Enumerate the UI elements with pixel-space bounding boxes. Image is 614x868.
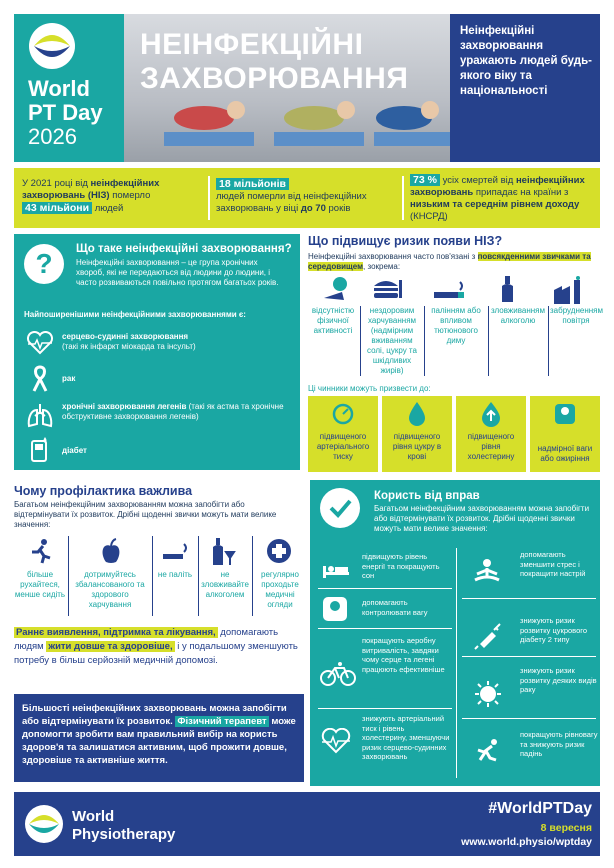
sleep-icon <box>322 560 350 585</box>
glucometer-icon <box>24 434 56 464</box>
page-title-line1: НЕІНФЕКЦІЙНІ <box>140 28 364 61</box>
early-a: Раннє виявлення, підтримка та лікування, <box>16 627 216 638</box>
risk-intro <box>308 252 602 272</box>
risk-item-2: нездоровим харчуванням (надмірним вживанням солі, цукру та шкідливих жирів) <box>367 306 417 375</box>
cholesterol-icon <box>479 402 503 426</box>
no-smoking-icon <box>162 542 188 565</box>
pt-callout-highlight: Фізичний терапевт <box>177 716 267 727</box>
risk-title: Що підвищує ризик появи НІЗ? <box>308 234 503 248</box>
risk-lead: Ці чинники можуть призвести до: <box>308 384 431 393</box>
benefits-title: Користь від вправ <box>374 490 480 502</box>
risk-intro-c: , зокрема: <box>363 262 401 271</box>
disease-4-name: діабет <box>62 446 87 455</box>
risk-divider-2 <box>424 306 425 376</box>
risk-item-5: забрудненням повітря <box>550 306 603 325</box>
result-3: підвищеного рівня холестерину <box>467 432 515 461</box>
result-1: підвищеного артеріального тиску <box>316 432 370 461</box>
prev-divider-3 <box>198 536 199 616</box>
bicycle-icon <box>320 662 356 691</box>
disease-3-note: (такі як астма та хронічне обструктивне захворювання легенів) <box>62 402 284 421</box>
disease-3-name: хронічні захворювання легенів <box>62 402 187 411</box>
stat-3-number: 73 % <box>410 174 440 186</box>
burger-icon <box>372 276 404 307</box>
wine-bottle-icon <box>498 276 518 309</box>
stat-divider-2 <box>402 176 404 220</box>
prev-item-1: більше рухайтеся, менше сидіть <box>14 570 66 599</box>
stat-3-text-d: низьким та середнім рівнем доходу <box>410 199 580 210</box>
stat-3-text-b: неінфекційних захворювань <box>410 175 585 198</box>
early-b: допомагають людям <box>14 627 279 652</box>
disease-1-note: (такі як інфаркт міокарда та інсульт) <box>62 342 196 351</box>
medical-cross-icon <box>266 538 292 567</box>
heart-pulse-icon <box>320 728 352 759</box>
stat-1-text-a: У 2021 році від <box>22 178 88 189</box>
stat-3-text-e: (КНСРД) <box>410 211 448 222</box>
benefit-left-3: покращують аеробну витривалість, завдяки чому серце та легені працюють ефективніше <box>362 636 445 674</box>
stat-1-text-b: неінфекційних захворювань (НІЗ) <box>22 178 160 201</box>
benefit-right-3: знижують ризик розвитку деяких видів раку <box>520 666 597 694</box>
benefit-right-divider-3 <box>462 718 596 719</box>
result-2: підвищеного рівня цукру в крові <box>392 432 442 461</box>
sedentary-icon <box>322 276 352 307</box>
question-icon: ? <box>24 244 64 284</box>
footer-hashtag: #WorldPTDay <box>488 800 592 817</box>
factory-icon <box>552 276 584 309</box>
running-icon <box>30 538 52 567</box>
lungs-icon <box>24 400 56 430</box>
stat-1 <box>22 178 202 215</box>
checkmark-icon <box>320 488 360 528</box>
cigarette-icon <box>432 280 466 305</box>
stat-2-text-c: років <box>328 203 351 214</box>
bathroom-scale-icon <box>322 596 348 627</box>
meditation-icon <box>472 558 502 589</box>
stat-divider-1 <box>208 176 210 220</box>
benefits-center-divider <box>456 548 457 778</box>
heart-icon <box>24 330 56 356</box>
benefit-right-divider-1 <box>462 598 596 599</box>
prev-divider-1 <box>68 536 69 616</box>
risk-intro-b: повсякденними звичками та середовищем <box>308 252 591 271</box>
pt-callout-text <box>22 702 298 767</box>
risk-divider-3 <box>488 306 489 376</box>
risk-intro-a: Неінфекційні захворювання часто пов'язані з <box>308 252 476 261</box>
prevention-title: Чому профілактика важлива <box>14 484 193 498</box>
stat-1-text-d: людей <box>94 203 124 214</box>
stat-2 <box>216 178 396 215</box>
subtitle: Неінфекційні захворювання уражають людей будь-якого віку та національності <box>460 25 592 97</box>
benefits-body: Багатьом неінфекційним захворюванням можна запобігти або відтермінувати їх розвиток. Дрібні щоденні звички можуть мати велике значення: <box>374 504 590 533</box>
benefit-right-2: знижують ризик розвитку цукрового діабету 2 типу <box>520 616 587 644</box>
early-d: і у подальшому зменшують потребу в більш серйозній медичній допомозі. <box>14 641 298 666</box>
disease-1 <box>62 332 292 352</box>
prevention-body: Багатьом неінфекційним захворюванням можна запобігти або відтермінувати їх розвиток. Дрібні щоденні звички можуть мати велике значення: <box>14 500 277 529</box>
stat-3-text-c: припадає на країни з <box>475 187 569 198</box>
disease-3 <box>62 402 292 422</box>
pt-callout-a: Більшості неінфекційних захворювань можна запобігти або відтермінувати їх розвиток. <box>22 703 287 727</box>
prev-item-2: дотримуйтесь збалансованого та здорового харчування <box>75 570 145 609</box>
risk-divider-4 <box>548 306 549 376</box>
benefit-right-1: допомагають зменшити стрес і покращити настрій <box>520 550 586 578</box>
stat-2-number: 18 мільйонів <box>216 178 289 190</box>
cell-icon <box>474 680 502 713</box>
prev-item-3: не паліть <box>157 570 193 579</box>
alcohol-icon <box>210 538 236 569</box>
stat-3-text-a: усіх смертей від <box>442 175 514 186</box>
what-title: Що таке неінфекційні захворювання? <box>76 243 292 255</box>
page-title-line2: ЗАХВОРЮВАННЯ <box>140 62 409 95</box>
syringe-icon <box>474 622 502 655</box>
blood-drop-icon <box>405 402 429 426</box>
what-body: Неінфекційні захворювання – це група хронічних хвороб, які не передаються від людини до людини, і часто розвиваються повільно протягом багатьох років. <box>76 258 279 287</box>
disease-2-name: рак <box>62 374 76 383</box>
logo-mark <box>28 22 76 70</box>
benefit-left-2: допомагають контролювати вагу <box>362 598 428 617</box>
footer-brand-2: Physiotherapy <box>72 826 176 843</box>
benefit-left-divider-2 <box>318 628 452 629</box>
fall-icon <box>474 736 502 769</box>
benefit-left-divider-1 <box>318 588 452 589</box>
prev-divider-4 <box>252 536 253 616</box>
stat-1-text-c: померло <box>112 190 151 201</box>
prevention-icons <box>14 536 304 620</box>
disease-1-name: серцево-судинні захворювання <box>62 332 189 341</box>
ribbon-icon <box>24 364 56 394</box>
benefit-left-divider-3 <box>318 708 452 709</box>
scale-icon <box>553 402 577 426</box>
risk-item-1: відсутністю фізичної активності <box>311 306 355 335</box>
stat-2-text-a: людей померли від неінфекційних захворювань у віці <box>216 191 367 214</box>
logo-ptday: PT Day <box>28 100 103 125</box>
blood-pressure-icon <box>331 402 355 426</box>
early-detection <box>14 626 304 668</box>
risk-icons-row <box>308 276 602 304</box>
early-c: жити довше та здоровіше, <box>48 641 173 652</box>
footer-logo-mark <box>24 804 64 844</box>
footer-brand-1: World <box>72 808 115 825</box>
result-4: надмірної ваги або ожиріння <box>537 444 593 463</box>
logo-year: 2026 <box>28 124 77 149</box>
benefit-left-4: знижують артеріальний тиск і рівень холестерину, зменшуючи ризик серцево-судинних захворювань <box>362 714 450 761</box>
prev-item-4: не зловживайте алкоголем <box>201 570 249 599</box>
benefit-right-divider-2 <box>462 656 596 657</box>
risk-labels-row <box>308 306 602 380</box>
benefit-left-1: підвищують рівень енергії та покращують сон <box>362 552 440 580</box>
apple-icon <box>100 538 122 567</box>
footer-url[interactable]: www.world.physio/wptday <box>461 836 592 848</box>
footer-date: 8 вересня <box>540 822 592 834</box>
stat-1-number: 43 мільйони <box>22 202 92 214</box>
stat-3 <box>410 174 596 223</box>
prev-item-5: регулярно проходьте медичні огляди <box>261 570 299 609</box>
risk-divider-1 <box>360 306 361 376</box>
stat-2-text-b: до 70 <box>300 203 326 214</box>
pt-callout-b: може допомогти зробити вам правильний вибір на користь здоров'я та залишатися активним, щоб прожити довше, здоровіше та активніше життя. <box>22 716 296 766</box>
what-common-label: Найпоширенішими неінфекційними захворюваннями є: <box>24 310 246 319</box>
risk-item-3: палінням або впливом тютюнового диму <box>431 306 481 345</box>
prev-divider-2 <box>152 536 153 616</box>
benefit-right-4: покращують рівновагу та знижують ризик падінь <box>520 730 598 758</box>
risk-item-4: зловживанням алкоголю <box>490 306 546 325</box>
logo-world: World <box>28 76 90 101</box>
